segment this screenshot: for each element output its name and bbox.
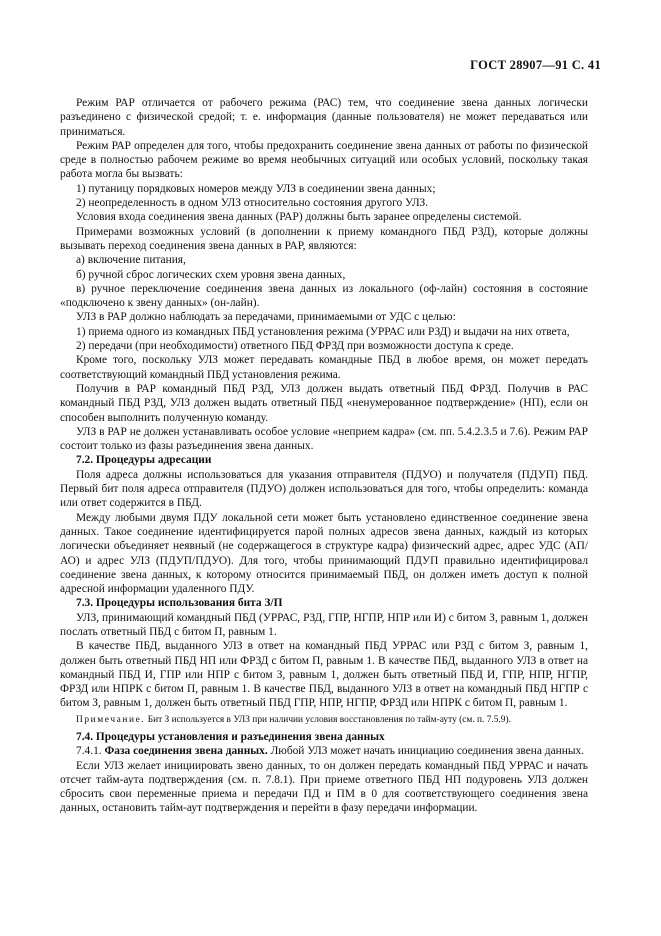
paragraph: УЛЗ, принимающий командный ПБД (УРРАС, РЗД, ГПР, НГПР, НПР или И) с битом З, равным 1, должен послать ответный ПБД с битом П, равным 1. (60, 611, 588, 638)
note (60, 714, 588, 727)
paragraph: Между любыми двумя ПДУ локальной сети может быть установлено единственное соединение звена данных. Такое соединение идентифицируется парой полных адресов звена данных, каждый из которых логически объединяет неявный (не содержащегося в структуре кадра) физический адрес, адрес УДС (АП/АО) и адрес УЛЗ (ПДУП/ПДУО). Для того, чтобы принимающий ПДУП правильно идентифицировал соединение звена данных, к которому относится принимаемый ПБД, он должен иметь доступ к полной адресной информации удаленного ПДУ. (60, 511, 588, 596)
paragraph: Поля адреса должны использоваться для указания отправителя (ПДУО) и получателя (ПДУП) ПБД. Первый бит поля адреса отправителя (ПДУО) должен использоваться для того, чтобы определить: команда или ответ содержится в ПБД. (60, 468, 588, 510)
page-body (60, 96, 588, 816)
paragraph: Примерами возможных условий (в дополнении к приему командного ПБД РЗД), которые должны вызывать переход соединения звена данных в РАР, являются: (60, 225, 588, 252)
list-item: в) ручное переключение соединения звена данных из локального (оф-лайн) состояния в состояние «подключено к звену данных» (он-лайн). (60, 282, 588, 310)
list-item: 2) передачи (при необходимости) ответного ПБД ФРЗД при возможности доступа к среде. (76, 340, 514, 353)
page-header: ГОСТ 28907—91 С. 41 (470, 58, 601, 72)
list-item: 1) путаницу порядковых номеров между УЛЗ в соединении звена данных; (76, 182, 436, 195)
list-item: б) ручной сброс логических схем уровня звена данных, (76, 268, 346, 281)
list-item: а) включение питания, (76, 254, 186, 267)
paragraph: Если УЛЗ желает инициировать звено данных, то он должен передать командный ПБД УРРАС и начать отсчет тайм-аута подтверждения (см. п. 7.8.1). При приеме ответного ПБД НП подуровень УЛЗ должен сбросить свои переменные приема и передачи ПД и ПМ в 0 для соответствующего соединения звена данных, остановить тайм-аут подтверждения и перейти в фазу передачи информации. (60, 759, 588, 815)
paragraph: Кроме того, поскольку УЛЗ может передавать командные ПБД в любое время, он может передать соответствующий командный ПБД установления режима. (60, 354, 588, 381)
clause-number: 7.4.1. (76, 745, 105, 758)
section-heading: 7.2. Процедуры адресации (76, 454, 212, 467)
note-label: Примечание. (76, 714, 146, 725)
paragraph (60, 744, 588, 758)
clause-title: Фаза соединения звена данных. (104, 745, 268, 758)
paragraph: Режим РАР определен для того, чтобы предохранить соединение звена данных от работы по физической среде в полностью рабочем режиме во время необычных ситуаций или особых условий, поскольку такая работа могла бы вызвать: (60, 139, 588, 181)
paragraph: Получив в РАР командный ПБД РЗД, УЛЗ должен выдать ответный ПБД ФРЗД. Получив в РАС командный ПБД РЗД, УЛЗ должен выдать ответный ПБД «ненумерованное подтверждение» (НП), если он способен выполнить полученную команду. (60, 382, 588, 424)
list-item: 1) приема одного из командных ПБД установления режима (УРРАС или РЗД) и выдачи на них ответа, (76, 325, 570, 338)
paragraph: Режим РАР отличается от рабочего режима (РАС) тем, что соединение звена данных логически разъединено с физической средой; т. е. информация (данные пользователя) не может передаваться или приниматься. (60, 97, 588, 138)
section-heading: 7.3. Процедуры использования бита З/П (76, 597, 283, 610)
clause-text: Любой УЛЗ может начать инициацию соединения звена данных. (267, 745, 585, 758)
paragraph: УЛЗ в РАР должно наблюдать за передачами, принимаемыми от УДС с целью: (76, 311, 456, 324)
paragraph: В качестве ПБД, выданного УЛЗ в ответ на командный ПБД УРРАС или РЗД с битом З, равным 1, должен быть ответный ПБД НП или ФРЗД с битом П, равным 1. В качестве ПБД, выданного УЛЗ в ответ на командный ПБД И, ГПР или НПР с битом З, равным 1, должен быть ответный ПБД И, ГПР, НПР, НГПР, ФРЗД или НПРК с битом П, равным 1. В качестве ПБД, выданного УЛЗ в ответ на командный ПБД НГПР с битом З, равным 1, должен быть ответный ПБД ГПР, НПР, НГПР, ФРЗД или НПРК с битом П, равным 1. (60, 640, 588, 710)
paragraph: Условия входа соединения звена данных (РАР) должны быть заранее определены системой. (76, 211, 522, 224)
list-item: 2) неопределенность в одном УЛЗ относительно состояния другого УЛЗ. (76, 197, 429, 210)
paragraph: УЛЗ в РАР не должен устанавливать особое условие «неприем кадра» (см. пп. 5.4.2.3.5 и 7.6). Режим РАР состоит только из фазы разъединения звена данных. (60, 425, 588, 453)
note-text: Бит З используется в УЛЗ при наличии условия восстановления по тайм-ауту (см. п. 7.5.9). (145, 714, 511, 725)
section-heading: 7.4. Процедуры установления и разъединения звена данных (76, 730, 385, 743)
